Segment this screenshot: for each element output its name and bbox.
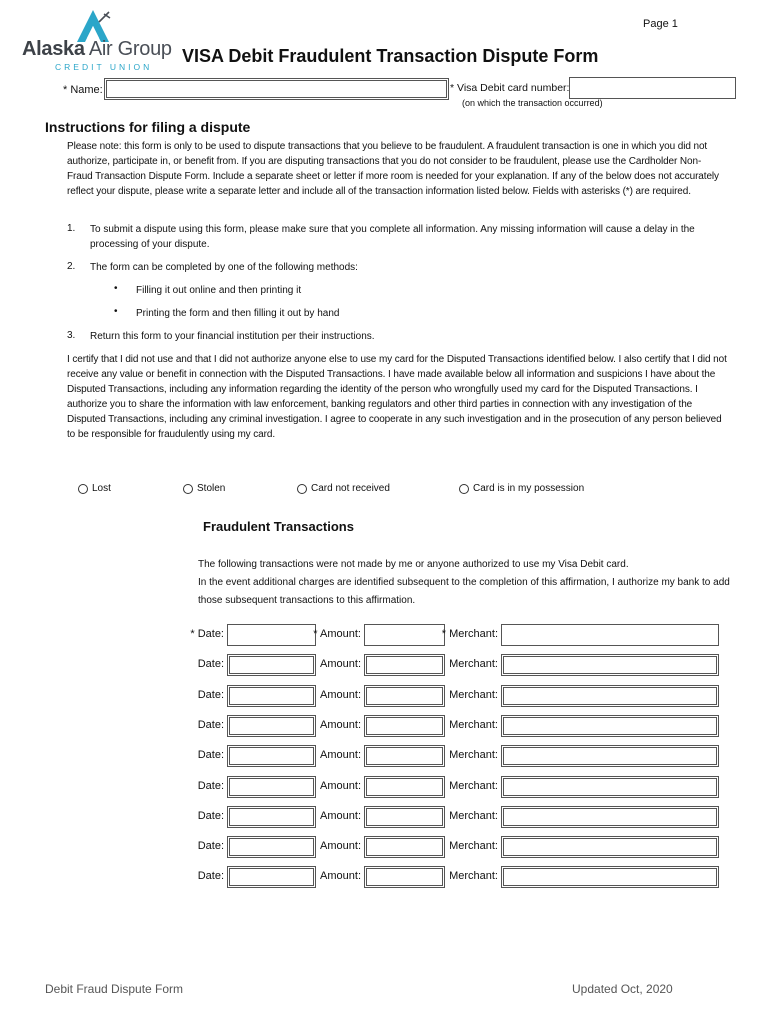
date-input[interactable] [227,654,316,676]
date-label: Date: [197,658,224,670]
merchant-label: Merchant: [449,719,498,731]
amount-label: Amount: [320,719,361,731]
amount-input[interactable] [364,806,445,828]
date-label: Date: [197,870,224,882]
page-number: Page 1 [643,18,678,30]
date-input[interactable] [227,715,316,737]
radio-stolen[interactable] [183,483,225,494]
amount-label: Amount: [320,870,361,882]
transactions-heading: Fraudulent Transactions [203,519,354,534]
date-label: Date: [197,719,224,731]
bullet-icon: • [114,283,118,294]
bullet-item: Printing the form and then filling it out by hand [136,308,340,319]
list-item-number: 1. [67,223,76,234]
date-label: Date: [197,689,224,701]
card-number-note: (on which the transaction occurred) [462,98,603,108]
merchant-label: Merchant: [449,780,498,792]
merchant-label: Merchant: [449,749,498,761]
list-item: The form can be completed by one of the following methods: [90,262,358,273]
date-label: Date: [197,780,224,792]
date-input[interactable] [227,624,316,646]
merchant-input[interactable] [501,836,719,858]
amount-input[interactable] [364,654,445,676]
amount-input[interactable] [364,685,445,707]
radio-card-not-received[interactable] [297,483,390,494]
footer-form-name: Debit Fraud Dispute Form [45,982,184,996]
merchant-label: Merchant: [449,658,498,670]
date-input[interactable] [227,866,316,888]
brand-name-rest: Air Group [84,38,172,60]
amount-label: Amount: [320,658,361,670]
merchant-input[interactable] [501,776,719,798]
card-number-input[interactable] [569,77,736,99]
merchant-label: Merchant: [449,689,498,701]
radio-circle[interactable] [78,484,88,494]
form-title: VISA Debit Fraudulent Transaction Dispute Form [182,46,599,66]
radio-label: Lost [92,483,111,494]
amount-input[interactable] [364,745,445,767]
name-label: * Name: [63,84,103,96]
date-input[interactable] [227,806,316,828]
radio-label: Stolen [197,483,226,494]
merchant-label: Merchant: [449,810,498,822]
date-input[interactable] [227,776,316,798]
merchant-input[interactable] [501,624,719,646]
transactions-intro: The following transactions were not made by me or anyone authorized to use my Visa Debit card. [198,559,629,570]
list-item-number: 3. [67,330,76,341]
merchant-input[interactable] [501,806,719,828]
brand-sub: CREDIT UNION [55,62,153,72]
amount-label: * Amount: [313,628,361,640]
merchant-input[interactable] [501,685,719,707]
merchant-label: Merchant: [449,840,498,852]
bullet-item: Filling it out online and then printing it [136,285,302,296]
name-input[interactable] [104,78,449,100]
brand-name-bold: Alaska [22,38,85,60]
radio-lost[interactable] [78,483,111,494]
date-label: Date: [197,749,224,761]
radio-circle[interactable] [459,484,469,494]
list-item: To submit a dispute using this form, please make sure that you complete all information. Any missing information will cause a delay in the processing of your dispute. [90,224,695,250]
amount-input[interactable] [364,624,445,646]
radio-label: Card not received [311,483,390,494]
merchant-input[interactable] [501,745,719,767]
transactions-authorization: In the event additional charges are identified subsequent to the completion of this affirmation, I authorize my bank to add those subsequent transactions to this affirmation. [198,577,730,606]
amount-input[interactable] [364,836,445,858]
date-label: * Date: [190,628,224,640]
amount-label: Amount: [320,749,361,761]
instructions-heading: Instructions for filing a dispute [45,119,251,135]
radio-label: Card is in my possession [473,483,585,494]
bullet-icon: • [114,306,118,317]
merchant-input[interactable] [501,654,719,676]
instructions-note: Please note: this form is only to be used to dispute transactions that you believe to be fraudulent. A fraudulent transaction is one in which you did not authorize, participate in, or benefit from. If you are disputing transactions that you do not consider to be fraudulent, please use the Cardholder Non-Fraud Transaction Dispute Form. Include a separate sheet or letter if more room is needed for your explanation. If any of the below does not accurately reflect your dispute, please write a separate letter and include all of the transaction information listed below. Fields with asterisks (*) are required. [67,141,719,197]
amount-label: Amount: [320,689,361,701]
brand-name [22,38,172,61]
amount-input[interactable] [364,776,445,798]
date-label: Date: [197,810,224,822]
certification-text: I certify that I did not use and that I did not authorize anyone else to use my card for the Disputed Transactions identified below. I also certify that I did not receive any value or benefit in connection with the Disputed Transactions. I have made available below all information and suspicions I have about the Disputed Transactions, including any information regarding the identity of the person who wrongfully used my card for the Disputed Transactions. I authorize you to share the information with law enforcement, banking regulators and other third parties in connection with any investigation of the Disputed Transactions, including any criminal investigation. I agree to cooperate in any such investigation and in the prosecution of any person believed to be responsible for fraudulently using my card. [67,354,727,440]
amount-input[interactable] [364,715,445,737]
amount-input[interactable] [364,866,445,888]
date-label: Date: [197,840,224,852]
amount-label: Amount: [320,840,361,852]
footer-updated-date: Updated Oct, 2020 [572,982,673,996]
radio-card-in-possession[interactable] [459,483,584,494]
date-input[interactable] [227,836,316,858]
date-input[interactable] [227,745,316,767]
radio-circle[interactable] [183,484,193,494]
date-input[interactable] [227,685,316,707]
card-number-label: * Visa Debit card number: [450,82,570,94]
amount-label: Amount: [320,810,361,822]
list-item: Return this form to your financial institution per their instructions. [90,331,375,342]
amount-label: Amount: [320,780,361,792]
merchant-label: Merchant: [449,870,498,882]
radio-circle[interactable] [297,484,307,494]
list-item-number: 2. [67,261,76,272]
merchant-label: * Merchant: [441,628,498,640]
merchant-input[interactable] [501,866,719,888]
merchant-input[interactable] [501,715,719,737]
